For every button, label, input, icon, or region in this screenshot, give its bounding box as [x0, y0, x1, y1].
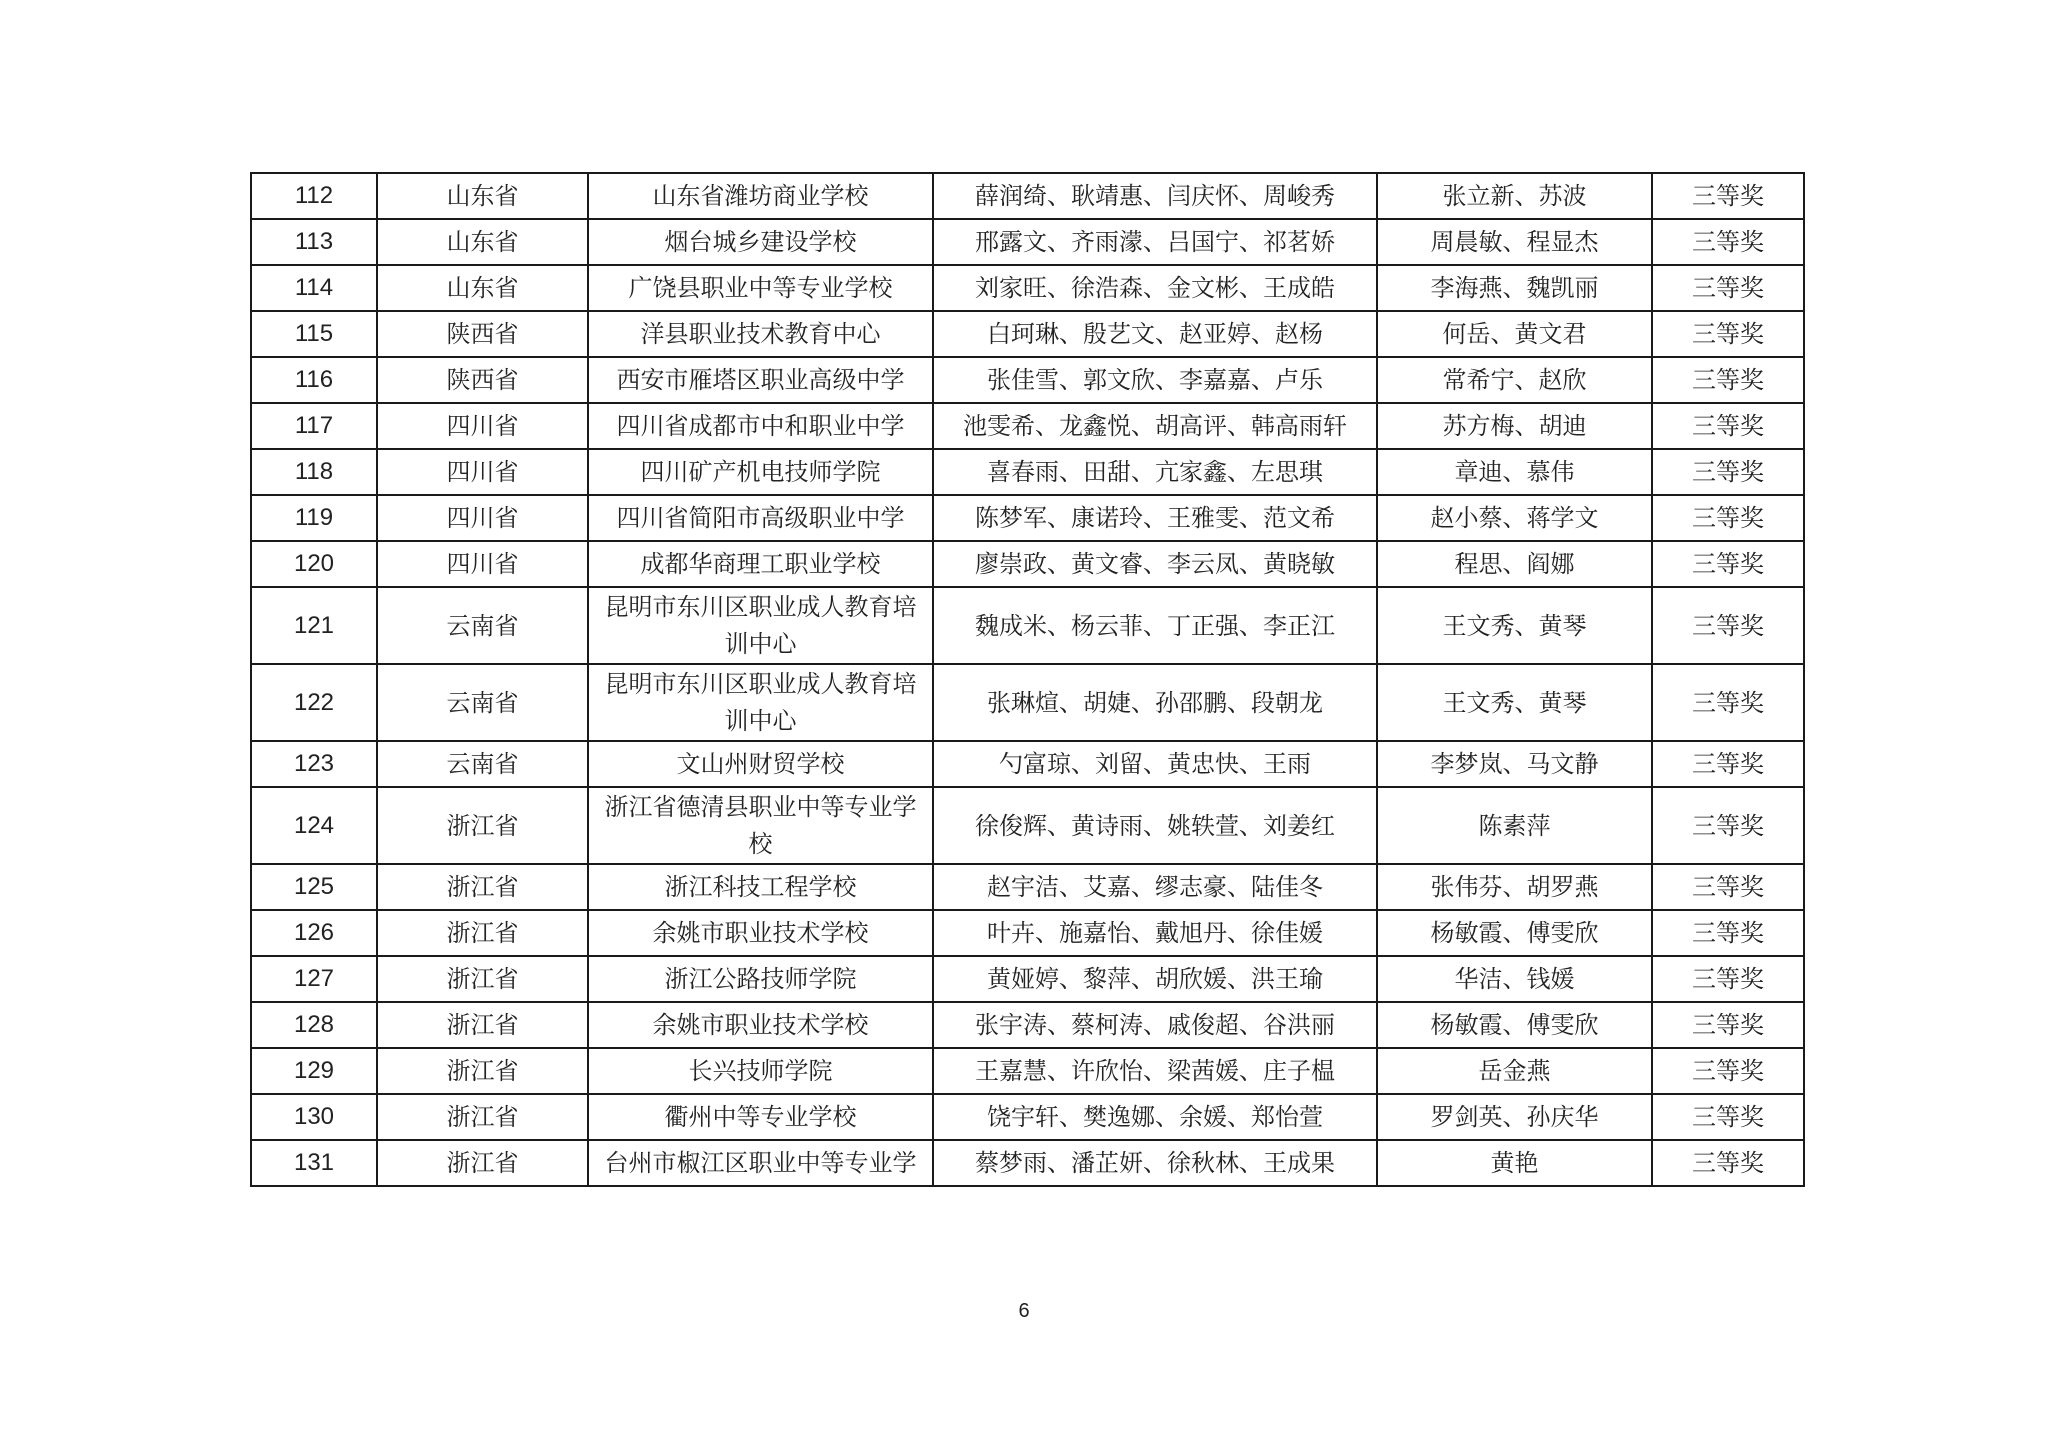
row-number-cell: 113 [251, 219, 377, 265]
award-cell: 三等奖 [1652, 403, 1804, 449]
row-number-cell: 127 [251, 956, 377, 1002]
students-cell: 饶宇轩、樊逸娜、余媛、郑怡萱 [933, 1094, 1377, 1140]
row-number-cell: 126 [251, 910, 377, 956]
students-cell: 张佳雪、郭文欣、李嘉嘉、卢乐 [933, 357, 1377, 403]
province-cell: 浙江省 [377, 1094, 588, 1140]
teachers-cell: 张立新、苏波 [1377, 173, 1652, 219]
row-number-cell: 123 [251, 741, 377, 787]
teachers-cell: 李梦岚、马文静 [1377, 741, 1652, 787]
province-cell: 浙江省 [377, 956, 588, 1002]
teachers-cell: 王文秀、黄琴 [1377, 664, 1652, 741]
teachers-cell: 程思、阎娜 [1377, 541, 1652, 587]
students-cell: 陈梦军、康诺玲、王雅雯、范文希 [933, 495, 1377, 541]
row-number-cell: 128 [251, 1002, 377, 1048]
table-row [251, 956, 1804, 1002]
school-cell: 长兴技师学院 [588, 1048, 933, 1094]
school-cell: 烟台城乡建设学校 [588, 219, 933, 265]
row-number-cell: 131 [251, 1140, 377, 1186]
school-cell: 余姚市职业技术学校 [588, 910, 933, 956]
students-cell: 黄娅婷、黎萍、胡欣媛、洪王瑜 [933, 956, 1377, 1002]
row-number-cell: 125 [251, 864, 377, 910]
table-row [251, 265, 1804, 311]
table-row [251, 787, 1804, 864]
table-row [251, 311, 1804, 357]
province-cell: 四川省 [377, 403, 588, 449]
award-cell: 三等奖 [1652, 587, 1804, 664]
table-row [251, 1048, 1804, 1094]
teachers-cell: 黄艳 [1377, 1140, 1652, 1186]
students-cell: 叶卉、施嘉怡、戴旭丹、徐佳媛 [933, 910, 1377, 956]
row-number-cell: 116 [251, 357, 377, 403]
school-cell: 洋县职业技术教育中心 [588, 311, 933, 357]
teachers-cell: 陈素萍 [1377, 787, 1652, 864]
table-row [251, 449, 1804, 495]
row-number-cell: 117 [251, 403, 377, 449]
students-cell: 邢露文、齐雨濛、吕国宁、祁茗娇 [933, 219, 1377, 265]
province-cell: 陕西省 [377, 357, 588, 403]
award-cell: 三等奖 [1652, 311, 1804, 357]
page-number: 6 [1018, 1300, 1030, 1322]
teachers-cell: 苏方梅、胡迪 [1377, 403, 1652, 449]
school-cell: 广饶县职业中等专业学校 [588, 265, 933, 311]
row-number-cell: 130 [251, 1094, 377, 1140]
school-cell: 浙江省德清县职业中等专业学校 [588, 787, 933, 864]
teachers-cell: 周晨敏、程显杰 [1377, 219, 1652, 265]
table-row [251, 357, 1804, 403]
province-cell: 云南省 [377, 741, 588, 787]
award-cell: 三等奖 [1652, 1002, 1804, 1048]
table-row [251, 864, 1804, 910]
students-cell: 勺富琼、刘留、黄忠快、王雨 [933, 741, 1377, 787]
students-cell: 薛润绮、耿靖惠、闫庆怀、周峻秀 [933, 173, 1377, 219]
school-cell: 四川省简阳市高级职业中学 [588, 495, 933, 541]
teachers-cell: 杨敏霞、傅雯欣 [1377, 910, 1652, 956]
award-cell: 三等奖 [1652, 449, 1804, 495]
students-cell: 魏成米、杨云菲、丁正强、李正江 [933, 587, 1377, 664]
award-cell: 三等奖 [1652, 495, 1804, 541]
award-cell: 三等奖 [1652, 864, 1804, 910]
province-cell: 云南省 [377, 587, 588, 664]
table-row [251, 1094, 1804, 1140]
students-cell: 白珂琳、殷艺文、赵亚婷、赵杨 [933, 311, 1377, 357]
province-cell: 四川省 [377, 449, 588, 495]
teachers-cell: 华洁、钱媛 [1377, 956, 1652, 1002]
school-cell: 四川省成都市中和职业中学 [588, 403, 933, 449]
students-cell: 王嘉慧、许欣怡、梁茜媛、庄子榅 [933, 1048, 1377, 1094]
table-row [251, 587, 1804, 664]
school-cell: 浙江科技工程学校 [588, 864, 933, 910]
province-cell: 山东省 [377, 173, 588, 219]
teachers-cell: 王文秀、黄琴 [1377, 587, 1652, 664]
row-number-cell: 119 [251, 495, 377, 541]
teachers-cell: 赵小蔡、蒋学文 [1377, 495, 1652, 541]
award-cell: 三等奖 [1652, 956, 1804, 1002]
school-cell: 浙江公路技师学院 [588, 956, 933, 1002]
school-cell: 成都华商理工职业学校 [588, 541, 933, 587]
teachers-cell: 何岳、黄文君 [1377, 311, 1652, 357]
table-row [251, 741, 1804, 787]
award-cell: 三等奖 [1652, 910, 1804, 956]
award-cell: 三等奖 [1652, 173, 1804, 219]
row-number-cell: 120 [251, 541, 377, 587]
students-cell: 廖崇政、黄文睿、李云凤、黄晓敏 [933, 541, 1377, 587]
students-cell: 张宇涛、蔡柯涛、戚俊超、谷洪丽 [933, 1002, 1377, 1048]
table-row [251, 910, 1804, 956]
students-cell: 徐俊辉、黄诗雨、姚轶萱、刘姜红 [933, 787, 1377, 864]
award-cell: 三等奖 [1652, 664, 1804, 741]
province-cell: 山东省 [377, 219, 588, 265]
province-cell: 浙江省 [377, 864, 588, 910]
row-number-cell: 129 [251, 1048, 377, 1094]
table-row [251, 1140, 1804, 1186]
province-cell: 四川省 [377, 541, 588, 587]
teachers-cell: 岳金燕 [1377, 1048, 1652, 1094]
table-row [251, 495, 1804, 541]
province-cell: 四川省 [377, 495, 588, 541]
students-cell: 喜春雨、田甜、亢家鑫、左思琪 [933, 449, 1377, 495]
award-cell: 三等奖 [1652, 219, 1804, 265]
teachers-cell: 罗剑英、孙庆华 [1377, 1094, 1652, 1140]
province-cell: 浙江省 [377, 787, 588, 864]
award-cell: 三等奖 [1652, 265, 1804, 311]
award-cell: 三等奖 [1652, 541, 1804, 587]
award-cell: 三等奖 [1652, 357, 1804, 403]
table-row [251, 1002, 1804, 1048]
province-cell: 云南省 [377, 664, 588, 741]
students-cell: 张琳煊、胡婕、孙邵鹏、段朝龙 [933, 664, 1377, 741]
awards-table-body [251, 173, 1804, 1186]
province-cell: 浙江省 [377, 910, 588, 956]
row-number-cell: 122 [251, 664, 377, 741]
school-cell: 昆明市东川区职业成人教育培训中心 [588, 664, 933, 741]
teachers-cell: 章迪、慕伟 [1377, 449, 1652, 495]
row-number-cell: 118 [251, 449, 377, 495]
school-cell: 山东省潍坊商业学校 [588, 173, 933, 219]
table-row [251, 541, 1804, 587]
school-cell: 余姚市职业技术学校 [588, 1002, 933, 1048]
students-cell: 蔡梦雨、潘芷妍、徐秋林、王成果 [933, 1140, 1377, 1186]
students-cell: 池雯希、龙鑫悦、胡高评、韩高雨轩 [933, 403, 1377, 449]
students-cell: 赵宇洁、艾嘉、缪志豪、陆佳冬 [933, 864, 1377, 910]
province-cell: 浙江省 [377, 1002, 588, 1048]
school-cell: 西安市雁塔区职业高级中学 [588, 357, 933, 403]
award-cell: 三等奖 [1652, 1140, 1804, 1186]
teachers-cell: 杨敏霞、傅雯欣 [1377, 1002, 1652, 1048]
school-cell: 文山州财贸学校 [588, 741, 933, 787]
province-cell: 山东省 [377, 265, 588, 311]
province-cell: 浙江省 [377, 1140, 588, 1186]
row-number-cell: 112 [251, 173, 377, 219]
table-row [251, 173, 1804, 219]
awards-table [250, 172, 1805, 1187]
school-cell: 衢州中等专业学校 [588, 1094, 933, 1140]
school-cell: 四川矿产机电技师学院 [588, 449, 933, 495]
table-row [251, 219, 1804, 265]
school-cell: 台州市椒江区职业中等专业学 [588, 1140, 933, 1186]
award-cell: 三等奖 [1652, 787, 1804, 864]
province-cell: 浙江省 [377, 1048, 588, 1094]
table-row [251, 403, 1804, 449]
students-cell: 刘家旺、徐浩森、金文彬、王成皓 [933, 265, 1377, 311]
award-cell: 三等奖 [1652, 741, 1804, 787]
table-row [251, 664, 1804, 741]
row-number-cell: 124 [251, 787, 377, 864]
row-number-cell: 115 [251, 311, 377, 357]
province-cell: 陕西省 [377, 311, 588, 357]
row-number-cell: 121 [251, 587, 377, 664]
school-cell: 昆明市东川区职业成人教育培训中心 [588, 587, 933, 664]
row-number-cell: 114 [251, 265, 377, 311]
award-cell: 三等奖 [1652, 1094, 1804, 1140]
teachers-cell: 常希宁、赵欣 [1377, 357, 1652, 403]
teachers-cell: 张伟芬、胡罗燕 [1377, 864, 1652, 910]
teachers-cell: 李海燕、魏凯丽 [1377, 265, 1652, 311]
award-cell: 三等奖 [1652, 1048, 1804, 1094]
